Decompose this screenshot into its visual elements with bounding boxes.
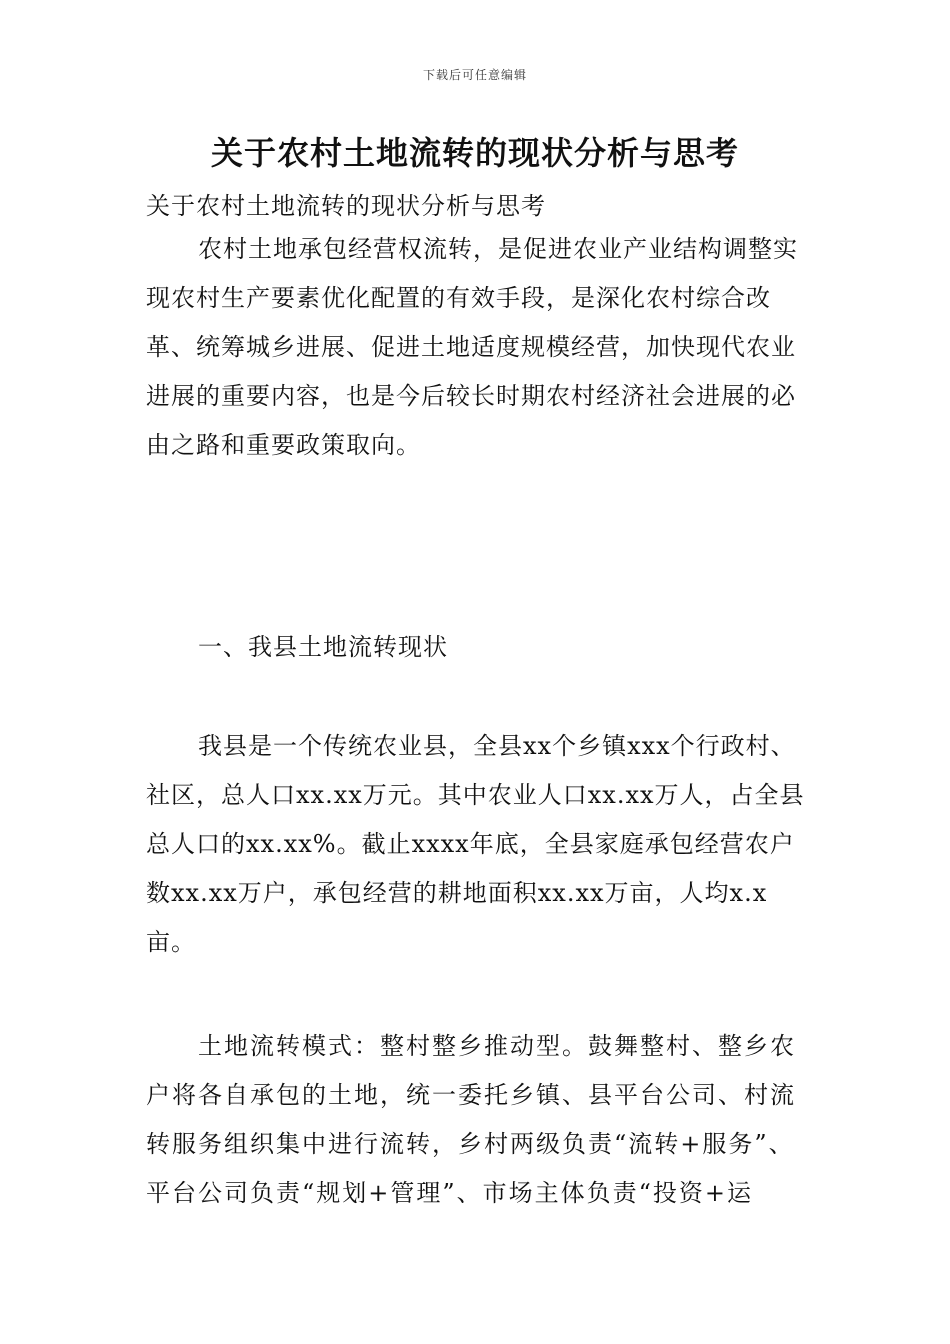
paragraph-transfer-mode: 土地流转模式：整村整乡推动型。鼓舞整村、整乡农户将各自承包的土地，统一委托乡镇、县平台公司、村流转服务组织集中进行流转，乡村两级负责“流转+服务”、平台公司负责“规划+管理”、市场主体负责“投资+运 [146, 1032, 796, 1207]
page-header-note: 下载后可任意编辑 [422, 68, 527, 82]
document-title: 关于农村土地流转的现状分析与思考 [210, 134, 739, 172]
document-subtitle: 关于农村土地流转的现状分析与思考 [146, 192, 546, 220]
paragraph-intro: 农村土地承包经营权流转，是促进农业产业结构调整实现农村生产要素优化配置的有效手段，是深化农村综合改革、统筹城乡进展、促进土地适度规模经营，加快现代农业进展的重要内容，也是今后较长时期农村经济社会进展的必由之路和重要政策取向。 [146, 235, 798, 459]
paragraph-county-status: 我县是一个传统农业县，全县xx个乡镇xxx个行政村、社区，总人口xx.xx万元。其中农业人口xx.xx万人，占全县总人口的xx.xx%。截止xxxx年底，全县家庭承包经营农户数xx.xx万户，承包经营的耕地面积xx.xx万亩，人均x.x亩。 [146, 732, 805, 956]
section-heading: 一、我县土地流转现状 [198, 633, 448, 661]
